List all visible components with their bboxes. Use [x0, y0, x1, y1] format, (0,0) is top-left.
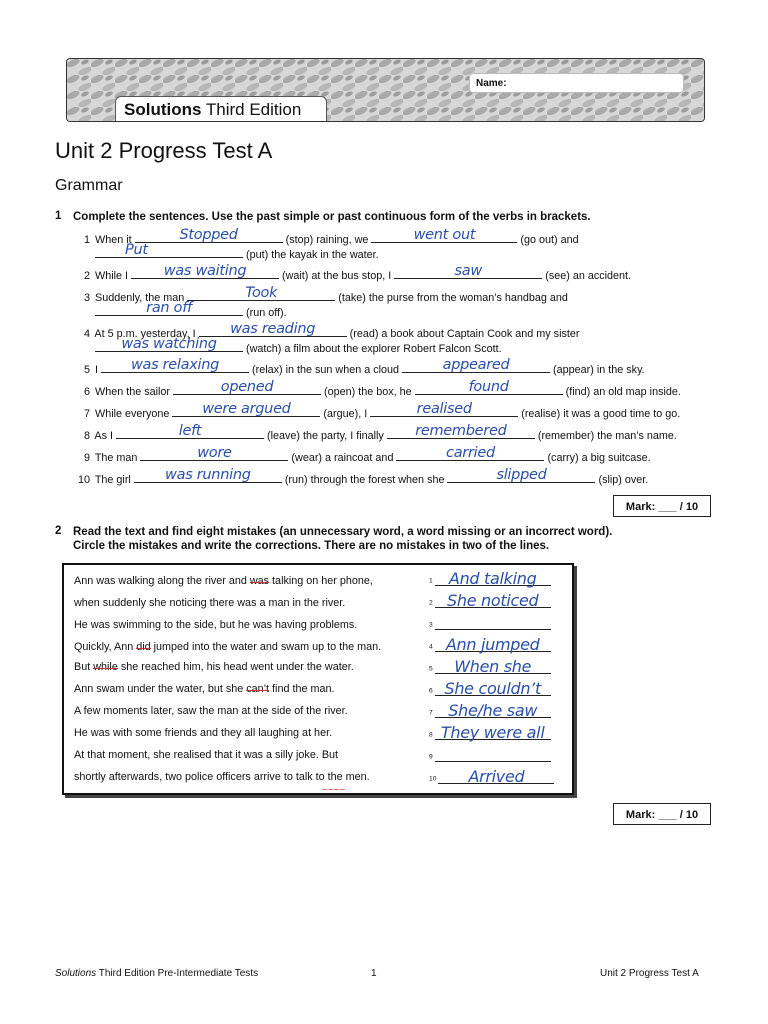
answer-blank[interactable] — [447, 467, 595, 483]
answer-blank[interactable] — [101, 357, 249, 373]
q1-item-7: 7 While everyone were argued (argue), I realised (realise) it was a good time to go. — [83, 401, 681, 420]
answer-blank[interactable] — [131, 263, 279, 279]
q1-item-9: 9 The man wore (wear) a raincoat and carried (carry) a big suitcase. — [83, 445, 651, 464]
q2-instruction-1: Read the text and find eight mistakes (an unnecessary word, a word missing or an incorrect word). — [73, 526, 613, 538]
handwritten-answer: Arrived — [468, 767, 525, 786]
answer-blank[interactable] — [396, 445, 544, 461]
handwritten-answer: found — [468, 379, 509, 395]
q1-instruction: Complete the sentences. Use the past simple or past continuous form of the verbs in brackets. — [73, 211, 591, 223]
handwritten-answer: realised — [416, 401, 472, 417]
correction-line: 9 — [429, 749, 551, 764]
brand-bold: Solutions — [124, 100, 202, 119]
page-title: Unit 2 Progress Test A — [55, 138, 273, 163]
correction-blank[interactable] — [438, 767, 554, 786]
handwritten-answer: Put — [125, 242, 148, 258]
q2-instruction-2: Circle the mistakes and write the corrections. There are no mistakes in two of the lines. — [73, 540, 550, 552]
brand-rest: Third Edition — [201, 100, 302, 119]
handwritten-answer: When she — [454, 657, 532, 676]
handwritten-answer: opened — [220, 379, 274, 395]
handwritten-answer: was running — [165, 467, 251, 483]
handwritten-answer: was reading — [230, 321, 316, 337]
handwritten-answer: slipped — [496, 467, 547, 483]
correction-line: $^2$ She noticed — [429, 595, 551, 610]
answer-blank[interactable] — [370, 401, 518, 417]
struck-word: was — [249, 575, 270, 587]
correction-blank[interactable] — [435, 749, 551, 762]
q1-item-4: 4 At 5 p.m. yesterday, I was reading (read) a book about Captain Cook and my sister — [83, 321, 580, 340]
text-line: when suddenly she noticing there was a man in the river. — [74, 597, 346, 609]
handwritten-answer: And talking — [448, 569, 537, 588]
handwritten-answer: Took — [245, 285, 278, 301]
handwritten-answer: went out — [413, 227, 476, 243]
handwritten-answer: She noticed — [447, 591, 539, 610]
text-line: shortly afterwards, two police officers arrive to talk to the men. — [74, 771, 370, 783]
section-heading: Grammar — [55, 177, 123, 194]
answer-blank[interactable] — [415, 379, 563, 395]
correction-blank[interactable] — [435, 617, 551, 630]
handwritten-answer: saw — [454, 263, 482, 279]
handwritten-answer: Ann jumped — [445, 635, 540, 654]
header-banner — [66, 58, 705, 122]
answer-blank[interactable] — [173, 379, 321, 395]
text-line: A few moments later, saw the man at the side of the river. — [74, 705, 348, 717]
handwritten-answer: wore — [197, 445, 232, 461]
correction-line: $^1$ And talking — [429, 573, 551, 588]
handwritten-answer: They were all — [440, 723, 545, 742]
q1-item-6: 6 When the sailor opened (open) the box, he found (find) an old map inside. — [83, 379, 681, 398]
q1-item-4-cont: was watching (watch) a film about the explorer Robert Falcon Scott. — [68, 341, 502, 355]
handwritten-answer: left — [178, 423, 202, 439]
footer-left: Solutions Third Edition Pre-Intermediate Tests — [55, 968, 259, 979]
q1-item-5: 5 I was relaxing (relax) in the sun when a cloud appeared (appear) in the sky. — [83, 357, 645, 376]
answer-blank[interactable] — [134, 467, 282, 483]
correction-blank[interactable] — [435, 723, 551, 742]
text-line: But while she reached him, his head went under the water. — [74, 661, 354, 673]
answer-blank[interactable] — [172, 401, 320, 417]
answer-blank[interactable] — [116, 423, 264, 439]
handwritten-answer: carried — [446, 445, 495, 461]
answer-blank[interactable] — [95, 242, 243, 258]
text-line: He was swimming to the side, but he was having problems. — [74, 619, 358, 631]
name-label: Name: — [476, 78, 507, 89]
page-number: 1 — [371, 968, 377, 979]
answer-blank[interactable] — [394, 263, 542, 279]
correction-line: $^5$ When she — [429, 661, 551, 676]
handwritten-answer: ran off — [146, 300, 192, 316]
handwritten-answer: appeared — [442, 357, 510, 373]
brand-logo — [124, 100, 301, 120]
answer-blank[interactable] — [371, 227, 517, 243]
handwritten-answer: was relaxing — [130, 357, 220, 373]
footer-right: Unit 2 Progress Test A — [600, 968, 699, 979]
correction-blank[interactable] — [435, 591, 551, 610]
handwritten-answer: She couldn’t — [444, 679, 541, 698]
q2-number: 2 — [55, 525, 62, 537]
struck-word: while — [93, 661, 118, 673]
correction-blank[interactable] — [435, 657, 551, 676]
q1-item-2: 2 While I was waiting (wait) at the bus stop, I saw (see) an accident. — [83, 263, 632, 282]
handwritten-answer: was watching — [121, 336, 217, 352]
q1-item-3-cont: ran off (run off). — [68, 305, 287, 319]
correction-blank[interactable] — [435, 701, 551, 720]
handwritten-answer: remembered — [415, 423, 507, 439]
item-text: (put) the kayak in the water. — [243, 249, 379, 261]
handwritten-answer: She/he saw — [448, 701, 538, 720]
q1-item-1: 1 When it Stopped (stop) raining, we went out (go out) and — [83, 227, 579, 246]
q1-item-10: 10 The girl was running (run) through the forest when she slipped (slip) over. — [77, 467, 649, 486]
name-field[interactable] — [469, 73, 684, 93]
correction-line: $^7$ She/he saw — [429, 705, 551, 720]
q1-item-8: 8 As I left (leave) the party, I finally remembered (remember) the man’s name. — [83, 423, 677, 442]
correction-line: $^8$ They were all — [429, 727, 551, 742]
handwritten-answer: was waiting — [163, 263, 247, 279]
correction-blank[interactable] — [435, 679, 551, 698]
text-line: At that moment, she realised that it was a silly joke. But — [74, 749, 339, 761]
handwritten-answer: were argued — [202, 401, 291, 417]
q1-number: 1 — [55, 210, 62, 222]
answer-blank[interactable] — [140, 445, 288, 461]
q2-mark-box[interactable]: Mark: ___ / 10 — [613, 803, 711, 825]
text-line: Ann swam under the water, but she can’t find the man. — [74, 683, 335, 695]
answer-blank[interactable] — [402, 357, 550, 373]
correction-line: $^{10}$ Arrived — [429, 771, 554, 786]
text-line: He was with some friends and they all laughing at her. — [74, 727, 333, 739]
correction-blank[interactable] — [435, 569, 551, 588]
text-line: Quickly, Ann did jumped into the water and swam up to the man. — [74, 641, 382, 653]
handwritten-answer: Stopped — [179, 227, 238, 243]
answer-blank[interactable] — [387, 423, 535, 439]
text-box — [62, 563, 574, 795]
q1-item-1-cont — [68, 242, 379, 261]
correction-line: $^4$ Ann jumped — [429, 639, 551, 654]
correction-line: 3 — [429, 617, 551, 632]
correction-blank[interactable] — [435, 635, 551, 654]
q1-mark-box[interactable]: Mark: ___ / 10 — [613, 495, 711, 517]
answer-blank[interactable] — [95, 336, 243, 352]
correction-line: $^6$ She couldn’t — [429, 683, 551, 698]
q1-item-3: 3 Suddenly, the man Took (take) the purse from the woman’s handbag and — [83, 285, 568, 304]
struck-word: can’t — [246, 683, 270, 695]
text-line: Ann was walking along the river and was talking on her phone, — [74, 575, 373, 587]
squiggle-mark: ~~~~ — [322, 785, 346, 796]
struck-word: did — [136, 641, 151, 653]
brand-tab — [115, 96, 327, 122]
